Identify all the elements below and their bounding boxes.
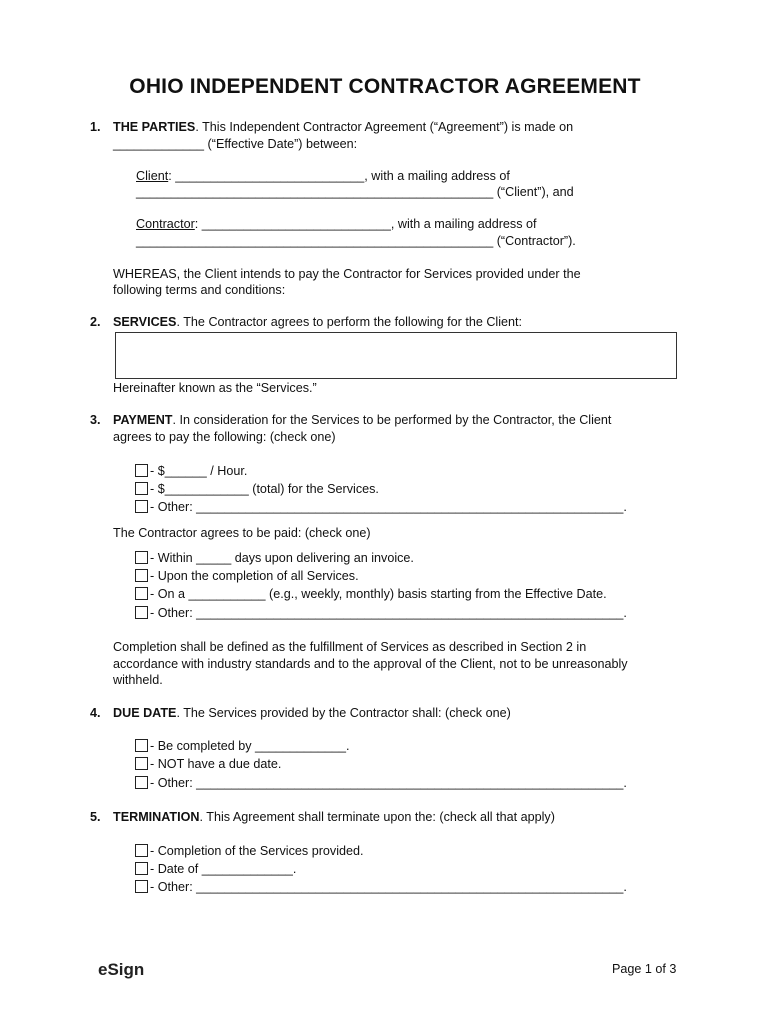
paid-intro: The Contractor agrees to be paid: (check one) bbox=[113, 526, 371, 540]
option-label: - NOT have a due date. bbox=[150, 757, 282, 771]
section-1-number: 1. bbox=[90, 120, 101, 134]
checkbox[interactable] bbox=[135, 739, 148, 752]
checkbox[interactable] bbox=[135, 500, 148, 513]
due-option-other bbox=[135, 775, 627, 791]
completion-line-3: withheld. bbox=[113, 673, 163, 687]
client-line-1 bbox=[136, 168, 510, 184]
contractor-line-2: ___________________________________________________ (“Contractor”). bbox=[136, 234, 576, 248]
completion-line-1: Completion shall be defined as the fulfillment of Services as described in Section 2 in bbox=[113, 640, 587, 654]
section-3-text: . In consideration for the Services to be performed by the Contractor, the Client bbox=[172, 413, 612, 427]
paid-option-other bbox=[135, 605, 627, 621]
option-label: - $____________ (total) for the Services. bbox=[150, 482, 379, 496]
checkbox[interactable] bbox=[135, 464, 148, 477]
section-2-line-1 bbox=[113, 314, 522, 330]
paid-option-completion bbox=[135, 568, 359, 584]
section-2-number: 2. bbox=[90, 315, 101, 329]
termination-option-completion bbox=[135, 843, 364, 859]
esign-logo: eSign bbox=[98, 960, 145, 979]
section-4-number: 4. bbox=[90, 706, 101, 720]
section-3-line-1 bbox=[113, 412, 611, 428]
section-4-text: . The Services provided by the Contractor shall: (check one) bbox=[176, 706, 511, 720]
section-5-heading: TERMINATION bbox=[113, 810, 200, 824]
checkbox[interactable] bbox=[135, 606, 148, 619]
option-label: - Be completed by _____________. bbox=[150, 739, 350, 753]
option-label: - Other: _____________________________________________________________. bbox=[150, 776, 627, 790]
section-1-text: . This Independent Contractor Agreement (“Agreement”) is made on bbox=[195, 120, 574, 134]
termination-option-date bbox=[135, 861, 296, 877]
option-label: - Other: _____________________________________________________________. bbox=[150, 880, 627, 894]
section-1-line-2: _____________ (“Effective Date”) between: bbox=[113, 137, 358, 151]
whereas-line-1: WHEREAS, the Client intends to pay the Contractor for Services provided under the bbox=[113, 267, 581, 281]
paid-option-periodic bbox=[135, 586, 607, 602]
checkbox[interactable] bbox=[135, 880, 148, 893]
section-2-heading: SERVICES bbox=[113, 315, 177, 329]
option-label: - Completion of the Services provided. bbox=[150, 844, 364, 858]
checkbox[interactable] bbox=[135, 569, 148, 582]
due-option-no-date bbox=[135, 756, 281, 772]
option-label: - On a ___________ (e.g., weekly, monthly) basis starting from the Effective Date. bbox=[150, 587, 607, 601]
client-line-2: ___________________________________________________ (“Client”), and bbox=[136, 185, 574, 199]
section-3-line-2: agrees to pay the following: (check one) bbox=[113, 430, 336, 444]
option-label: - Other: _____________________________________________________________. bbox=[150, 606, 627, 620]
option-label: - Other: _____________________________________________________________. bbox=[150, 500, 627, 514]
page-number: Page 1 of 3 bbox=[612, 962, 677, 976]
checkbox[interactable] bbox=[135, 757, 148, 770]
section-5-number: 5. bbox=[90, 810, 101, 824]
section-5-line-1 bbox=[113, 809, 555, 825]
paid-option-within-days bbox=[135, 550, 414, 566]
checkbox[interactable] bbox=[135, 587, 148, 600]
section-4-heading: DUE DATE bbox=[113, 706, 177, 720]
client-text: : ___________________________, with a mailing address of bbox=[168, 169, 510, 183]
whereas-line-2: following terms and conditions: bbox=[113, 283, 286, 297]
section-3-heading: PAYMENT bbox=[113, 413, 173, 427]
section-2-text: . The Contractor agrees to perform the following for the Client: bbox=[176, 315, 523, 329]
services-hereinafter: Hereinafter known as the “Services.” bbox=[113, 381, 317, 395]
option-label: - Date of _____________. bbox=[150, 862, 297, 876]
document-title: OHIO INDEPENDENT CONTRACTOR AGREEMENT bbox=[129, 75, 641, 98]
checkbox[interactable] bbox=[135, 482, 148, 495]
section-4-line-1 bbox=[113, 705, 511, 721]
payment-option-other bbox=[135, 499, 627, 515]
completion-line-2: accordance with industry standards and to the approval of the Client, not to be unreasonably bbox=[113, 657, 628, 671]
checkbox[interactable] bbox=[135, 776, 148, 789]
section-1-line-1 bbox=[113, 119, 573, 135]
contractor-label: Contractor bbox=[136, 217, 195, 231]
contractor-line-1 bbox=[136, 216, 537, 232]
option-label: - Upon the completion of all Services. bbox=[150, 569, 359, 583]
services-text-box[interactable] bbox=[115, 332, 677, 379]
payment-option-hourly bbox=[135, 463, 247, 479]
client-label: Client bbox=[136, 169, 169, 183]
section-5-text: . This Agreement shall terminate upon the: (check all that apply) bbox=[199, 810, 555, 824]
contractor-text: : ___________________________, with a mailing address of bbox=[194, 217, 537, 231]
section-3-number: 3. bbox=[90, 413, 101, 427]
due-option-completed-by bbox=[135, 738, 350, 754]
payment-option-total bbox=[135, 481, 379, 497]
option-label: - $______ / Hour. bbox=[150, 464, 248, 478]
option-label: - Within _____ days upon delivering an invoice. bbox=[150, 551, 414, 565]
checkbox[interactable] bbox=[135, 551, 148, 564]
checkbox[interactable] bbox=[135, 844, 148, 857]
termination-option-other bbox=[135, 879, 627, 895]
section-1-heading: THE PARTIES bbox=[113, 120, 196, 134]
checkbox[interactable] bbox=[135, 862, 148, 875]
